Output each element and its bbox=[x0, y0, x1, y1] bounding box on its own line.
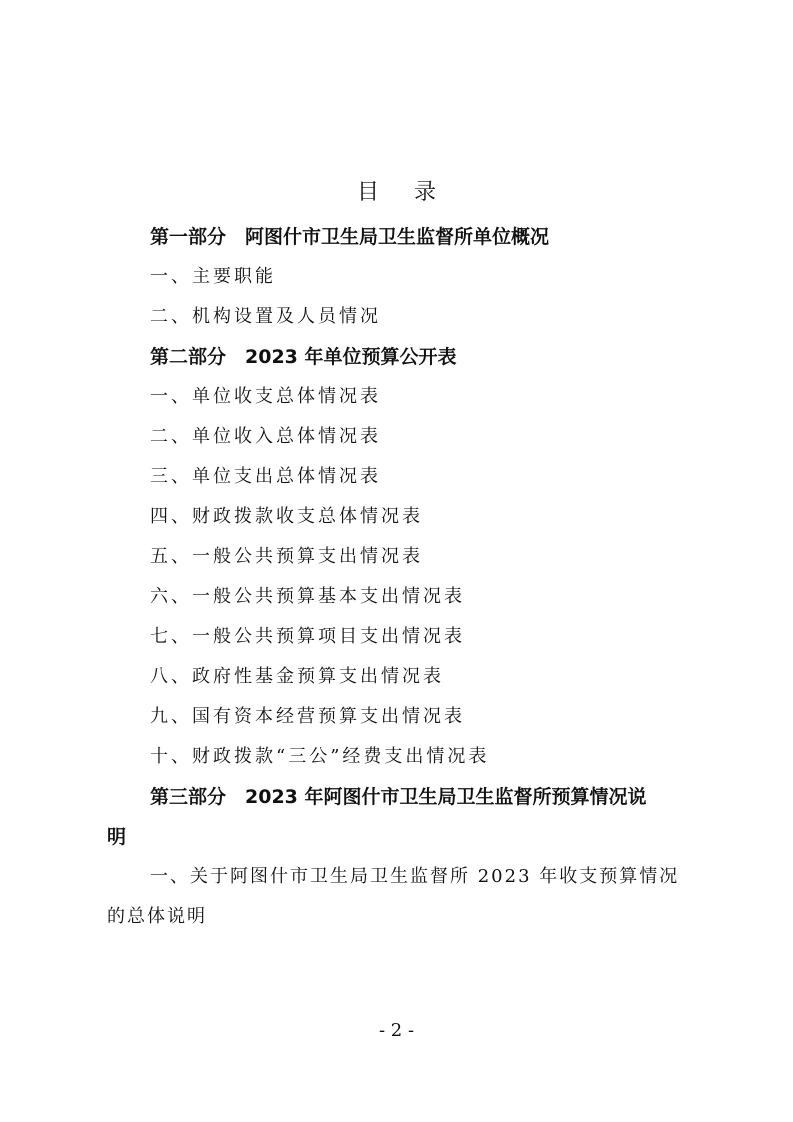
toc-item: 一、主要职能 bbox=[150, 266, 276, 287]
toc-item: 五、一般公共预算支出情况表 bbox=[150, 546, 423, 567]
section-1-heading: 第一部分 阿图什市卫生局卫生监督所单位概况 bbox=[150, 226, 550, 248]
section-3-heading-cont: 明 bbox=[107, 826, 127, 848]
toc-item: 二、单位收入总体情况表 bbox=[150, 426, 381, 447]
toc-paragraph: 一、关于阿图什市卫生局卫生监督所 2023 年收支预算情况 bbox=[150, 866, 680, 887]
toc-item: 十、财政拨款“三公”经费支出情况表 bbox=[150, 746, 490, 767]
toc-item: 四、财政拨款收支总体情况表 bbox=[150, 506, 423, 527]
section-3-heading: 第三部分 2023 年阿图什市卫生局卫生监督所预算情况说 bbox=[150, 786, 647, 808]
toc-item: 二、机构设置及人员情况 bbox=[150, 306, 381, 327]
toc-item: 八、政府性基金预算支出情况表 bbox=[150, 666, 444, 687]
section-2-heading: 第二部分 2023 年单位预算公开表 bbox=[150, 346, 457, 368]
page-title: 目 录 bbox=[357, 180, 450, 205]
toc-item: 三、单位支出总体情况表 bbox=[150, 466, 381, 487]
toc-paragraph-cont: 的总体说明 bbox=[107, 906, 207, 927]
toc-item: 九、国有资本经营预算支出情况表 bbox=[150, 706, 465, 727]
toc-item: 七、一般公共预算项目支出情况表 bbox=[150, 626, 465, 647]
page-number: - 2 - bbox=[378, 1020, 415, 1041]
toc-item: 一、单位收支总体情况表 bbox=[150, 386, 381, 407]
toc-item: 六、一般公共预算基本支出情况表 bbox=[150, 586, 465, 607]
